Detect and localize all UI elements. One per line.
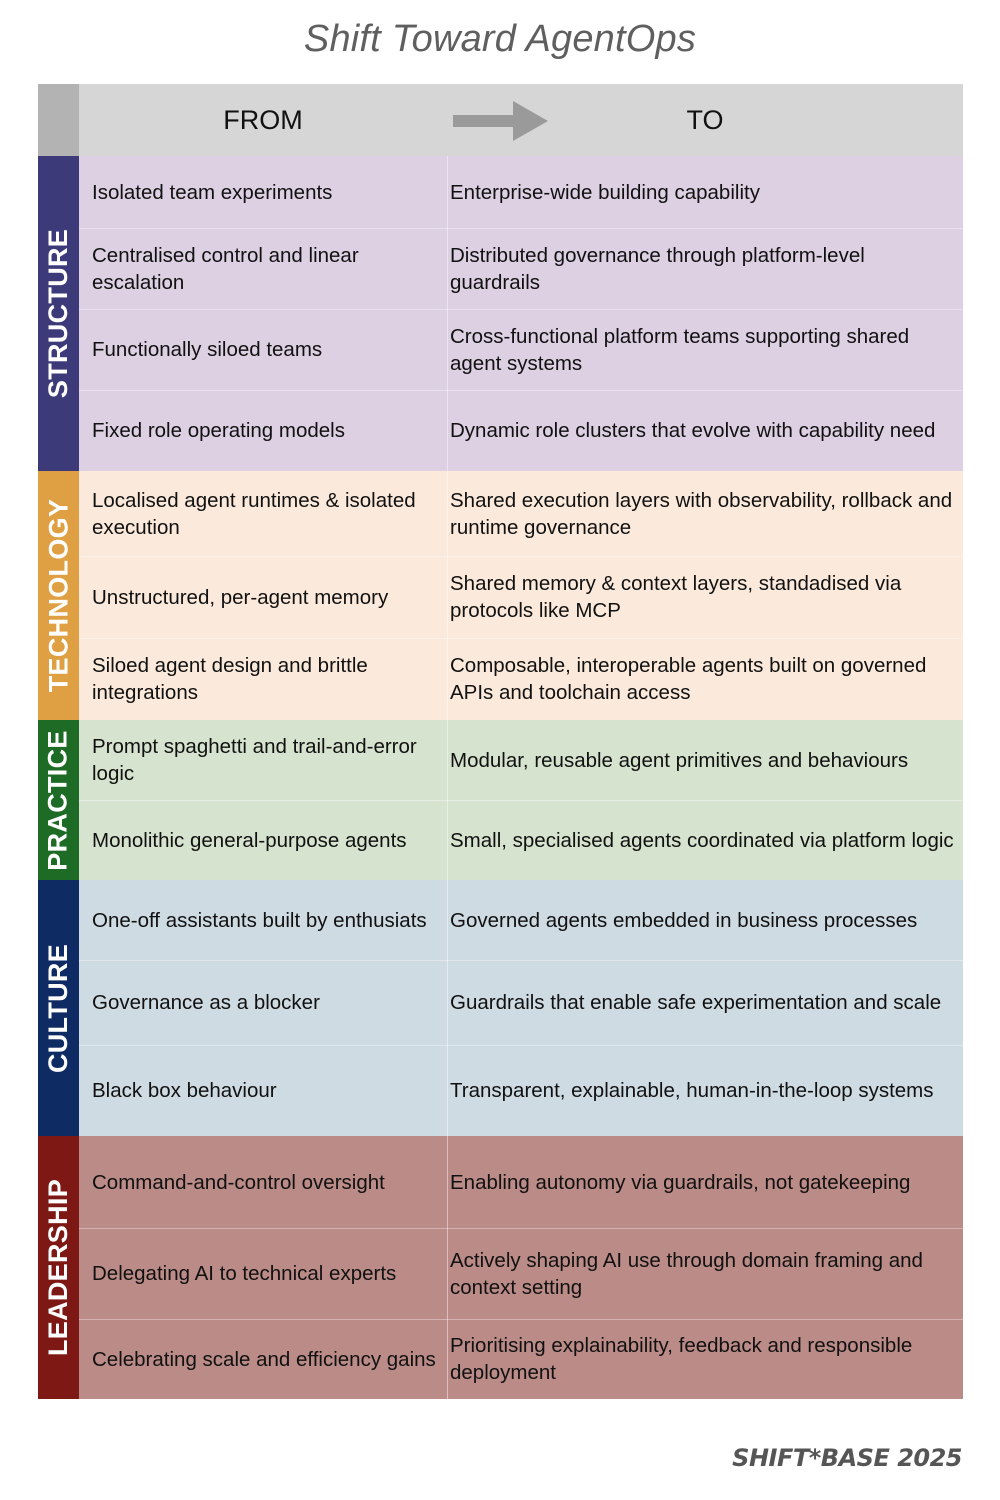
- table-row: [79, 880, 963, 960]
- table-row: [79, 800, 963, 880]
- table-row: [79, 156, 963, 228]
- to-cell: Prioritising explainability, feedback and responsible deployment: [450, 1334, 913, 1384]
- section-band-structure: [38, 156, 79, 471]
- to-cell: Transparent, explainable, human-in-the-loop systems: [450, 1079, 934, 1102]
- column-divider: [447, 156, 448, 1399]
- from-cell: Black box behaviour: [92, 1079, 277, 1102]
- to-cell: Cross-functional platform teams supporting shared agent systems: [450, 324, 910, 375]
- table-row: [79, 1228, 963, 1319]
- from-column-header: FROM: [223, 104, 303, 135]
- table-row: [79, 960, 963, 1045]
- section-band-technology: [38, 471, 79, 720]
- to-cell: Governed agents embedded in business processes: [450, 908, 918, 932]
- from-cell: Prompt spaghetti and trail-and-error logic: [92, 735, 417, 785]
- section-label: TECHNOLOGY: [43, 498, 74, 693]
- to-cell: Enabling autonomy via guardrails, not gatekeeping: [450, 1170, 911, 1194]
- from-cell: Command-and-control oversight: [92, 1170, 385, 1194]
- table-row: [79, 471, 963, 556]
- to-cell: Dynamic role clusters that evolve with capability need: [450, 419, 936, 442]
- page-title: Shift Toward AgentOps: [303, 18, 697, 60]
- from-cell: Delegating AI to technical experts: [92, 1262, 397, 1285]
- from-cell: Localised agent runtimes & isolated execution: [92, 488, 416, 539]
- to-cell: Distributed governance through platform-level guardrails: [450, 243, 865, 294]
- to-cell: Small, specialised agents coordinated via platform logic: [450, 828, 954, 852]
- section-band-leadership: [38, 1136, 79, 1399]
- from-cell: Isolated team experiments: [92, 180, 333, 204]
- from-cell: Monolithic general-purpose agents: [92, 828, 407, 852]
- to-cell: Modular, reusable agent primitives and behaviours: [450, 748, 909, 772]
- section-leadership: [38, 1136, 963, 1399]
- from-cell: Functionally siloed teams: [92, 338, 323, 361]
- table-row: [79, 1136, 963, 1228]
- section-culture: [38, 880, 963, 1136]
- table-row: [79, 309, 963, 390]
- from-cell: Centralised control and linear escalation: [92, 243, 359, 294]
- from-cell: Governance as a blocker: [92, 991, 320, 1014]
- to-cell: Shared memory & context layers, standadised via protocols like MCP: [450, 572, 902, 622]
- table-row: [79, 390, 963, 471]
- from-cell: One-off assistants built by enthusiats: [92, 908, 427, 932]
- to-cell: Composable, interoperable agents built on governed APIs and toolchain access: [450, 654, 927, 704]
- table-row: [79, 638, 963, 720]
- table-row: [79, 556, 963, 638]
- from-cell: Celebrating scale and efficiency gains: [92, 1347, 436, 1371]
- to-column-header: TO: [686, 104, 724, 135]
- section-band-practice: [38, 720, 79, 880]
- to-cell: Shared execution layers with observability, rollback and runtime governance: [450, 488, 953, 539]
- table-row: [79, 1045, 963, 1136]
- section-band-culture: [38, 880, 79, 1136]
- shift-table: [38, 84, 963, 1399]
- section-structure: [38, 156, 963, 471]
- table-header: [38, 84, 963, 156]
- section-label: STRUCTURE: [43, 228, 74, 399]
- table-row: [79, 1319, 963, 1399]
- section-label: LEADERSHIP: [43, 1178, 73, 1357]
- section-practice: [38, 720, 963, 880]
- from-cell: Unstructured, per-agent memory: [92, 585, 389, 609]
- section-label: CULTURE: [43, 943, 73, 1073]
- table-row: [79, 720, 963, 800]
- header-corner: [38, 84, 79, 156]
- from-cell: Siloed agent design and brittle integrations: [92, 654, 368, 704]
- footer-credit: SHIFT*BASE 2025: [732, 1444, 962, 1472]
- table-row: [79, 228, 963, 309]
- to-cell: Actively shaping AI use through domain framing and context setting: [450, 1248, 923, 1299]
- section-technology: [38, 471, 963, 720]
- from-cell: Fixed role operating models: [92, 419, 345, 442]
- right-arrow-icon: [453, 101, 548, 141]
- to-cell: Enterprise-wide building capability: [450, 180, 760, 204]
- section-label: PRACTICE: [43, 729, 73, 871]
- to-cell: Guardrails that enable safe experimentation and scale: [450, 991, 942, 1014]
